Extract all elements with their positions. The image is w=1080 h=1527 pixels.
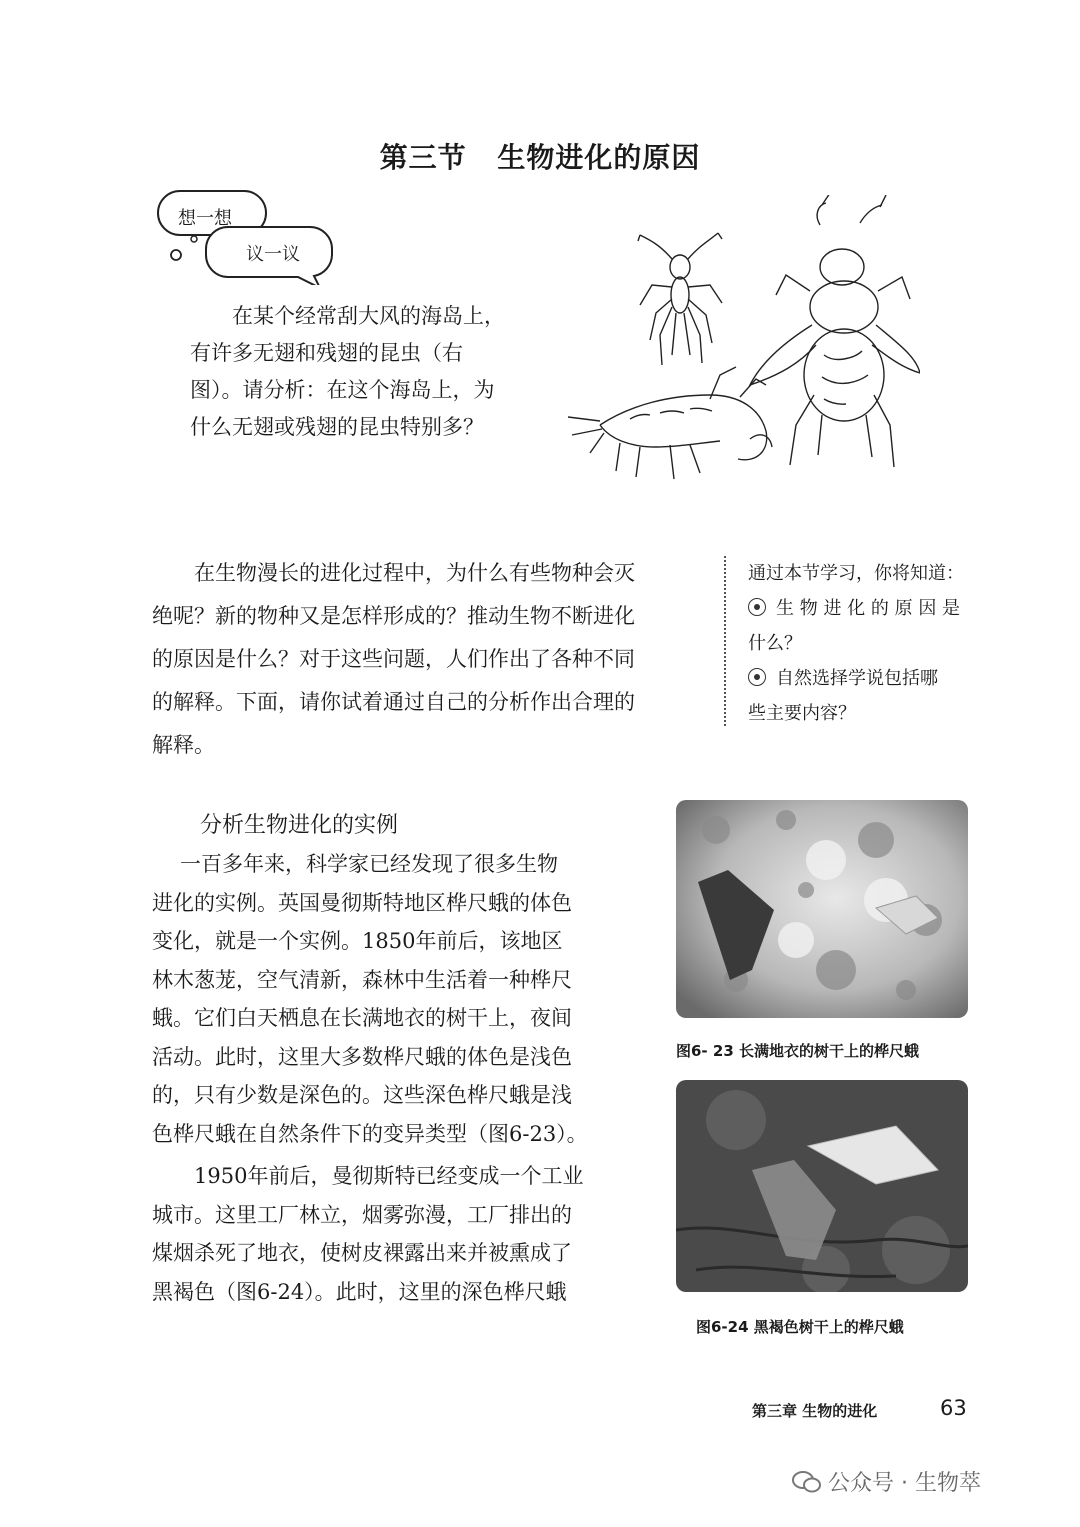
intro-line: 的原因是什么？对于这些问题，人们作出了各种不同 (152, 647, 635, 671)
sidebar-goal-1-cont: 什么？ (748, 633, 802, 654)
wingless-fly-drawing (638, 233, 722, 365)
think-line: 有许多无翅和残翅的昆虫（右 (190, 341, 463, 365)
photo-moths-on-dark-trunk (676, 1080, 968, 1292)
body-line: 的，只有少数是深色的。这些深色桦尺蛾是浅 (152, 1083, 572, 1107)
intro-paragraph (152, 552, 708, 767)
photo-moths-on-lichen-trunk (676, 800, 968, 1018)
thought-bubbles (150, 185, 350, 285)
body-line: 煤烟杀死了地衣，使树皮裸露出来并被熏成了 (152, 1241, 572, 1265)
bubble-discuss: 议一议 (246, 244, 300, 265)
intro-line: 解释。 (152, 733, 215, 757)
think-line: 在某个经常刮大风的海岛上， (232, 304, 505, 328)
subsection-heading: 分析生物进化的实例 (200, 813, 399, 838)
target-bullet-icon (748, 598, 766, 616)
figure-caption-6-23: 图6- 23 长满地衣的树干上的桦尺蛾 (676, 1042, 919, 1060)
think-line: 图）。请分析：在这个海岛上，为 (190, 378, 495, 402)
chapter-footer: 第三章 生物的进化 (752, 1402, 878, 1420)
analysis-paragraph (152, 845, 640, 1311)
wingless-insects-illustration (560, 195, 920, 485)
think-question (190, 298, 535, 446)
wechat-watermark (792, 1466, 981, 1497)
sidebar-goal-1 (748, 591, 996, 626)
body-line: 1950年前后，曼彻斯特已经变成一个工业 (194, 1164, 584, 1188)
sidebar-goal-text: 自然选择学说包括哪 (776, 668, 938, 689)
body-line: 黑褐色（图6-24）。此时，这里的深色桦尺蛾 (152, 1279, 567, 1304)
intro-line: 在生物漫长的进化过程中，为什么有些物种会灭 (194, 561, 635, 585)
sidebar-heading: 通过本节学习，你将知道： (748, 563, 964, 584)
body-line: 进化的实例。英国曼彻斯特地区桦尺蛾的体色 (152, 890, 572, 915)
section-title (0, 136, 1080, 176)
section-name: 生物进化的原因 (497, 141, 701, 174)
body-line: 一百多年来，科学家已经发现了很多生物 (180, 852, 558, 876)
learning-goals-sidebar (724, 556, 996, 726)
body-line: 色桦尺蛾在自然条件下的变异类型（图6-23）。 (152, 1121, 588, 1146)
body-line: 林木葱茏，空气清新，森林中生活着一种桦尺 (152, 967, 572, 992)
target-bullet-icon (748, 668, 766, 686)
intro-line: 绝呢？新的物种又是怎样形成的？推动生物不断进化 (152, 604, 635, 628)
sidebar-goal-2-cont: 些主要内容？ (748, 703, 856, 724)
wingless-cricket-drawing (568, 367, 772, 479)
figure-caption-6-24: 图6-24 黑褐色树干上的桦尺蛾 (696, 1318, 904, 1336)
body-line: 变化，就是一个实例。1850年前后，该地区 (152, 929, 563, 953)
body-line: 城市。这里工厂林立，烟雾弥漫，工厂排出的 (152, 1202, 572, 1227)
sidebar-goal-2 (748, 661, 996, 696)
sidebar-goal-text: 生 物 进 化 的 原 因 是 (776, 598, 961, 619)
bubble-think: 想一想 (178, 208, 232, 229)
body-line: 活动。此时，这里大多数桦尺蛾的体色是浅色 (152, 1044, 572, 1069)
think-line: 什么无翅或残翅的昆虫特别多？ (190, 415, 484, 439)
section-number: 第三节 (379, 141, 467, 174)
intro-line: 的解释。下面，请你试着通过自己的分析作出合理的 (152, 690, 635, 714)
page-number: 63 (940, 1396, 967, 1420)
body-line: 蛾。它们白天栖息在长满地衣的树干上，夜间 (152, 1006, 572, 1030)
vestigial-wing-insect-drawing (750, 195, 920, 467)
wechat-icon (792, 1470, 822, 1494)
watermark-text: 公众号 · 生物萃 (828, 1471, 981, 1496)
